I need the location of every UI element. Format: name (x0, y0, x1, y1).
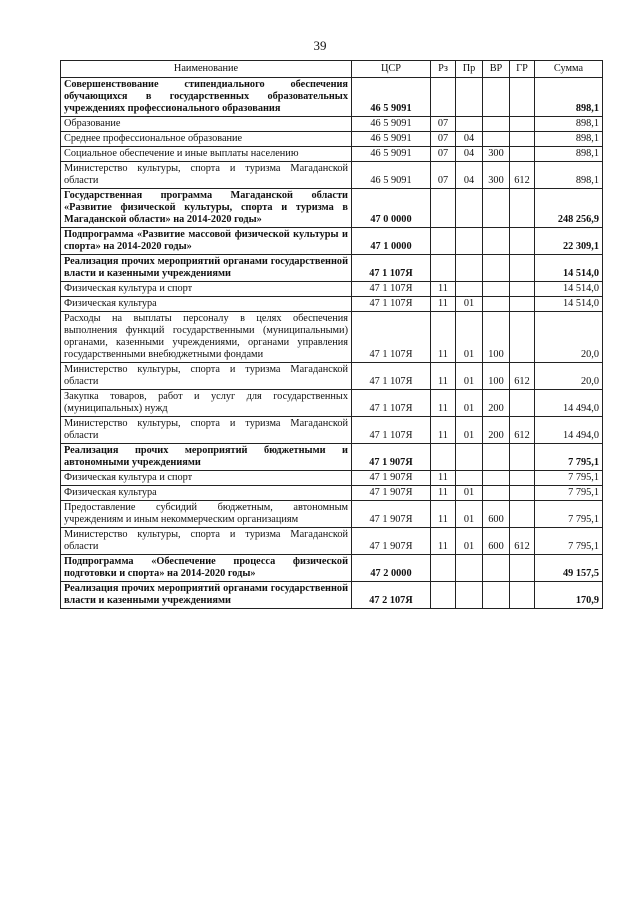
cell-sum: 14 514,0 (535, 297, 603, 312)
cell-rz: 11 (431, 501, 456, 528)
cell-rz: 11 (431, 312, 456, 363)
cell-gr (510, 390, 535, 417)
cell-pr: 01 (456, 390, 483, 417)
cell-rz (431, 555, 456, 582)
cell-gr: 612 (510, 528, 535, 555)
table-row (61, 528, 603, 555)
table-row (61, 501, 603, 528)
cell-sum: 22 309,1 (535, 228, 603, 255)
table-row (61, 162, 603, 189)
cell-rz (431, 582, 456, 609)
cell-csr: 47 1 0000 (352, 228, 431, 255)
cell-sum: 898,1 (535, 147, 603, 162)
cell-gr (510, 78, 535, 117)
cell-name: Подпрограмма «Обеспечение процесса физической подготовки и спорта» на 2014-2020 годы» (61, 555, 352, 582)
cell-pr: 04 (456, 162, 483, 189)
cell-pr (456, 444, 483, 471)
header-csr: ЦСР (352, 61, 431, 78)
cell-name: Среднее профессиональное образование (61, 132, 352, 147)
cell-sum: 14 494,0 (535, 390, 603, 417)
cell-rz: 11 (431, 471, 456, 486)
table-row (61, 555, 603, 582)
cell-sum: 248 256,9 (535, 189, 603, 228)
table-row (61, 255, 603, 282)
cell-gr (510, 501, 535, 528)
cell-pr (456, 471, 483, 486)
table-row (61, 486, 603, 501)
cell-vr (483, 117, 510, 132)
cell-csr: 46 5 9091 (352, 162, 431, 189)
cell-name: Реализация прочих мероприятий органами государственной власти и казенными учреждениями (61, 582, 352, 609)
cell-rz (431, 444, 456, 471)
table-row (61, 282, 603, 297)
cell-gr (510, 486, 535, 501)
cell-sum: 20,0 (535, 363, 603, 390)
cell-name: Министерство культуры, спорта и туризма Магаданской области (61, 363, 352, 390)
cell-gr (510, 255, 535, 282)
cell-vr: 200 (483, 417, 510, 444)
cell-rz (431, 228, 456, 255)
table-row (61, 417, 603, 444)
cell-sum: 7 795,1 (535, 486, 603, 501)
cell-sum: 170,9 (535, 582, 603, 609)
cell-vr (483, 78, 510, 117)
cell-rz: 11 (431, 486, 456, 501)
cell-sum: 898,1 (535, 117, 603, 132)
cell-csr: 47 1 907Я (352, 471, 431, 486)
cell-sum: 49 157,5 (535, 555, 603, 582)
cell-csr: 47 1 907Я (352, 444, 431, 471)
cell-sum: 898,1 (535, 132, 603, 147)
cell-rz (431, 255, 456, 282)
cell-name: Физическая культура и спорт (61, 471, 352, 486)
cell-vr (483, 582, 510, 609)
table-row (61, 363, 603, 390)
cell-rz: 11 (431, 528, 456, 555)
cell-pr: 01 (456, 501, 483, 528)
cell-sum: 14 494,0 (535, 417, 603, 444)
cell-vr: 200 (483, 390, 510, 417)
cell-csr: 47 1 107Я (352, 282, 431, 297)
cell-name: Реализация прочих мероприятий органами государственной власти и казенными учреждениями (61, 255, 352, 282)
budget-table (60, 60, 603, 609)
cell-pr: 01 (456, 486, 483, 501)
cell-vr: 600 (483, 528, 510, 555)
cell-name: Подпрограмма «Развитие массовой физической культуры и спорта» на 2014-2020 годы» (61, 228, 352, 255)
cell-csr: 47 1 107Я (352, 417, 431, 444)
cell-vr (483, 282, 510, 297)
cell-csr: 47 1 107Я (352, 363, 431, 390)
cell-name: Физическая культура (61, 486, 352, 501)
cell-vr: 300 (483, 162, 510, 189)
table-row (61, 390, 603, 417)
cell-name: Министерство культуры, спорта и туризма Магаданской области (61, 162, 352, 189)
table-row (61, 147, 603, 162)
table-row (61, 189, 603, 228)
cell-vr (483, 444, 510, 471)
cell-sum: 7 795,1 (535, 528, 603, 555)
table-row (61, 444, 603, 471)
cell-gr (510, 228, 535, 255)
cell-gr: 612 (510, 162, 535, 189)
cell-csr: 47 0 0000 (352, 189, 431, 228)
cell-pr (456, 282, 483, 297)
cell-sum: 898,1 (535, 78, 603, 117)
cell-vr: 100 (483, 312, 510, 363)
cell-gr (510, 471, 535, 486)
cell-vr: 100 (483, 363, 510, 390)
cell-sum: 14 514,0 (535, 255, 603, 282)
cell-pr: 04 (456, 132, 483, 147)
table-header-row (61, 61, 603, 78)
cell-vr: 300 (483, 147, 510, 162)
cell-pr: 01 (456, 297, 483, 312)
cell-vr: 600 (483, 501, 510, 528)
cell-gr (510, 555, 535, 582)
cell-rz (431, 78, 456, 117)
cell-csr: 47 2 0000 (352, 555, 431, 582)
cell-pr: 04 (456, 147, 483, 162)
cell-pr (456, 255, 483, 282)
cell-pr (456, 117, 483, 132)
cell-gr (510, 282, 535, 297)
cell-vr (483, 189, 510, 228)
cell-gr (510, 147, 535, 162)
table-row (61, 78, 603, 117)
cell-name: Образование (61, 117, 352, 132)
cell-name: Закупка товаров, работ и услуг для государственных (муниципальных) нужд (61, 390, 352, 417)
cell-rz: 11 (431, 417, 456, 444)
header-gr: ГР (510, 61, 535, 78)
cell-gr (510, 132, 535, 147)
cell-vr (483, 228, 510, 255)
cell-csr: 46 5 9091 (352, 117, 431, 132)
cell-rz: 07 (431, 147, 456, 162)
cell-name: Социальное обеспечение и иные выплаты населению (61, 147, 352, 162)
cell-rz: 11 (431, 297, 456, 312)
table-row (61, 132, 603, 147)
cell-gr (510, 444, 535, 471)
cell-csr: 47 1 907Я (352, 528, 431, 555)
cell-name: Физическая культура и спорт (61, 282, 352, 297)
cell-rz: 07 (431, 132, 456, 147)
cell-vr (483, 486, 510, 501)
cell-name: Расходы на выплаты персоналу в целях обеспечения выполнения функций государственными (муниципальными) органами, казенными учреждениями, органами управления государственными внебюджетными фондами (61, 312, 352, 363)
cell-pr (456, 78, 483, 117)
cell-gr (510, 582, 535, 609)
table-body (61, 78, 603, 609)
cell-name: Государственная программа Магаданской области «Развитие физической культуры, спорта и туризма в Магаданской области» на 2014-2020 годы» (61, 189, 352, 228)
cell-csr: 46 5 9091 (352, 78, 431, 117)
cell-rz (431, 189, 456, 228)
cell-name: Реализация прочих мероприятий бюджетными и автономными учреждениями (61, 444, 352, 471)
cell-csr: 47 1 107Я (352, 255, 431, 282)
cell-rz: 11 (431, 282, 456, 297)
header-rz: Рз (431, 61, 456, 78)
cell-csr: 47 1 107Я (352, 297, 431, 312)
cell-name: Министерство культуры, спорта и туризма Магаданской области (61, 528, 352, 555)
cell-sum: 898,1 (535, 162, 603, 189)
header-pr: Пр (456, 61, 483, 78)
table-row (61, 117, 603, 132)
cell-pr: 01 (456, 528, 483, 555)
cell-pr: 01 (456, 363, 483, 390)
table-row (61, 471, 603, 486)
cell-csr: 47 1 107Я (352, 390, 431, 417)
cell-gr (510, 312, 535, 363)
cell-name: Министерство культуры, спорта и туризма Магаданской области (61, 417, 352, 444)
cell-vr (483, 132, 510, 147)
cell-vr (483, 555, 510, 582)
cell-gr: 612 (510, 363, 535, 390)
table-row (61, 582, 603, 609)
cell-pr (456, 189, 483, 228)
cell-gr (510, 297, 535, 312)
cell-name: Предоставление субсидий бюджетным, автономным учреждениям и иным некоммерческим организациям (61, 501, 352, 528)
cell-rz: 11 (431, 363, 456, 390)
cell-sum: 7 795,1 (535, 501, 603, 528)
cell-csr: 46 5 9091 (352, 147, 431, 162)
cell-pr: 01 (456, 417, 483, 444)
cell-pr (456, 228, 483, 255)
cell-csr: 47 1 907Я (352, 486, 431, 501)
cell-pr (456, 582, 483, 609)
cell-vr (483, 255, 510, 282)
cell-rz: 11 (431, 390, 456, 417)
cell-pr: 01 (456, 312, 483, 363)
header-name: Наименование (61, 61, 352, 78)
table-row (61, 297, 603, 312)
cell-csr: 47 1 907Я (352, 501, 431, 528)
cell-sum: 14 514,0 (535, 282, 603, 297)
cell-csr: 47 2 107Я (352, 582, 431, 609)
cell-rz: 07 (431, 117, 456, 132)
table-row (61, 228, 603, 255)
header-vr: ВР (483, 61, 510, 78)
cell-vr (483, 471, 510, 486)
table-row (61, 312, 603, 363)
header-sum: Сумма (535, 61, 603, 78)
cell-gr: 612 (510, 417, 535, 444)
cell-csr: 47 1 107Я (352, 312, 431, 363)
cell-gr (510, 189, 535, 228)
cell-csr: 46 5 9091 (352, 132, 431, 147)
cell-sum: 7 795,1 (535, 444, 603, 471)
cell-name: Совершенствование стипендиального обеспечения обучающихся в государственных образовательных учреждениях профессионального образования (61, 78, 352, 117)
cell-sum: 20,0 (535, 312, 603, 363)
cell-pr (456, 555, 483, 582)
page-number: 39 (313, 38, 327, 53)
cell-vr (483, 297, 510, 312)
cell-sum: 7 795,1 (535, 471, 603, 486)
cell-gr (510, 117, 535, 132)
cell-rz: 07 (431, 162, 456, 189)
cell-name: Физическая культура (61, 297, 352, 312)
